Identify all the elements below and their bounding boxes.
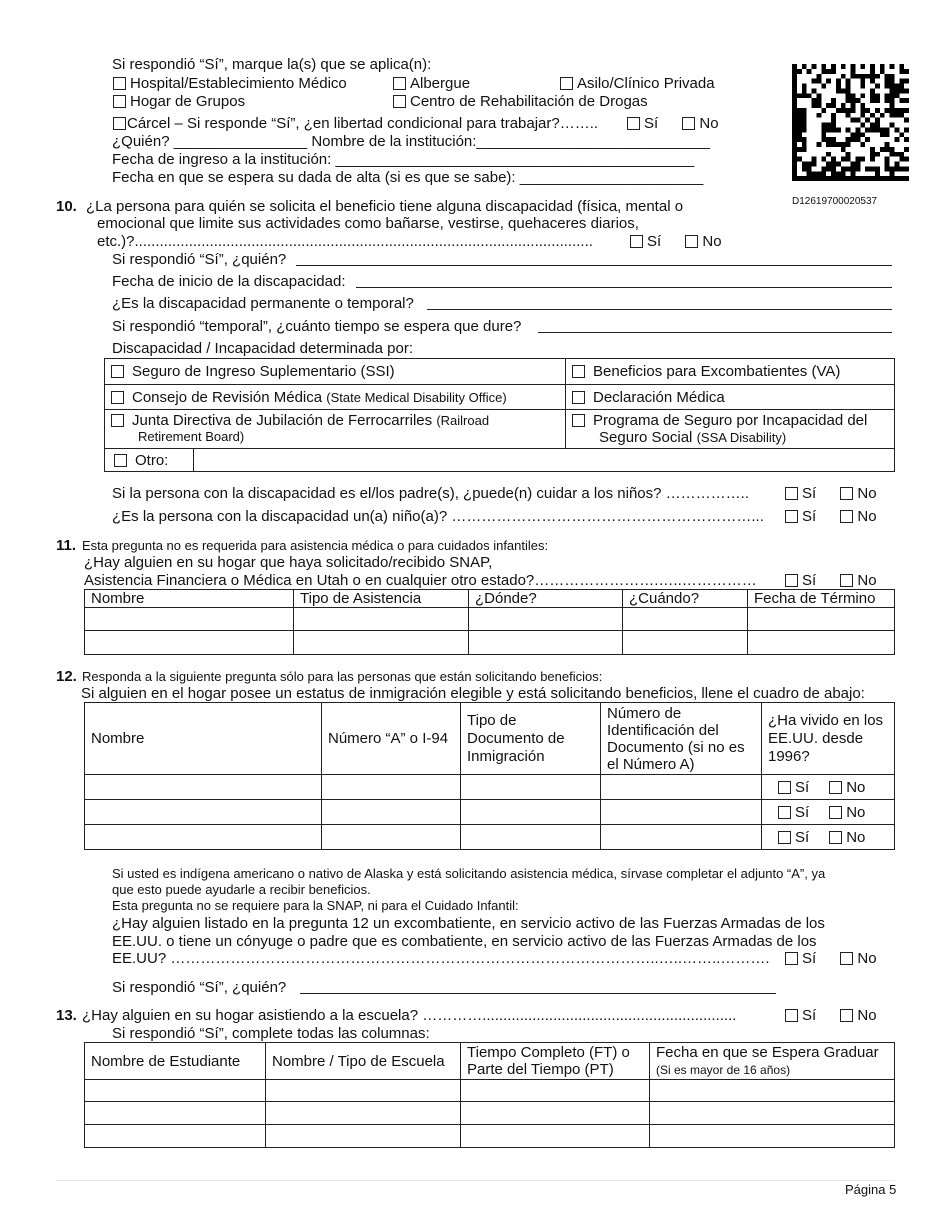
table-row (85, 608, 895, 631)
table-row (85, 775, 895, 800)
veteran-question-line1: ¿Hay alguien listado en la pregunta 12 un excombatiente, en servicio activo de las Fuerzas Armadas de los (112, 915, 825, 932)
yes-no-cell: Sí No (762, 800, 895, 825)
q13-question: ¿Hay alguien en su hogar asistiendo a la escuela? …………............................................................. (82, 1007, 737, 1024)
q13-school-table (84, 1042, 895, 1148)
header-cuando: ¿Cuándo? (623, 590, 748, 608)
header-nombre: Nombre (85, 703, 322, 775)
checkbox-yes[interactable] (785, 952, 798, 965)
footer-divider (56, 1180, 895, 1181)
q10-temporal-label: Si respondió “temporal”, ¿cuánto tiempo se espera que dure? (112, 318, 522, 335)
header-tipo-documento: Tipo de Documento de Inmigración (461, 703, 601, 775)
header-tiempo: Tiempo Completo (FT) o Parte del Tiempo (PT) (461, 1043, 650, 1080)
q10-question-line1: ¿La persona para quién se solicita el beneficio tiene alguna discapacidad (física, mental o (86, 198, 684, 215)
q13-number: 13. (56, 1007, 77, 1024)
option-otro: Otro: (105, 449, 895, 472)
q12-immigration-table (84, 702, 895, 850)
checkbox-no[interactable] (840, 1009, 853, 1022)
yes-no-cell: Sí No (762, 775, 895, 800)
table-cell[interactable] (461, 1080, 650, 1102)
option-albergue: Albergue (393, 75, 470, 92)
nino-yes-no: Sí No (785, 508, 877, 525)
table-cell[interactable] (601, 800, 762, 825)
q10-fecha-inicio-field[interactable] (356, 273, 892, 288)
table-header-row (85, 1043, 895, 1080)
table-cell[interactable] (85, 800, 322, 825)
q11-assistance-table (84, 589, 895, 655)
option-declaracion: Declaración Médica (566, 385, 895, 410)
q11-question-line1: ¿Hay alguien en su hogar que haya solicitado/recibido SNAP, (84, 554, 493, 571)
checkbox-carcel[interactable] (113, 117, 126, 130)
table-cell[interactable] (748, 631, 895, 655)
table-cell[interactable] (322, 775, 461, 800)
table-row (85, 800, 895, 825)
table-row (85, 1080, 895, 1102)
veteran-question-line3: EE.UU? ……………………………………………………………………………………..…..……..………. (112, 950, 770, 967)
table-cell[interactable] (461, 1125, 650, 1148)
q10-temporal-field[interactable] (538, 318, 892, 333)
table-cell[interactable] (461, 800, 601, 825)
table-cell[interactable] (469, 608, 623, 631)
checkbox-ssi[interactable] (111, 365, 124, 378)
option-hospital: Hospital/Establecimiento Médico (113, 75, 347, 92)
table-cell[interactable] (623, 608, 748, 631)
table-cell[interactable] (266, 1125, 461, 1148)
q13-yes-no: Sí No (785, 1007, 877, 1024)
checkbox-programa[interactable] (572, 414, 585, 427)
checkbox-asilo[interactable] (560, 77, 573, 90)
checkbox-yes[interactable] (627, 117, 640, 130)
q10-quien-label: Si respondió “Sí”, ¿quién? (112, 251, 287, 268)
checkbox-declaracion[interactable] (572, 391, 585, 404)
checkbox-no[interactable] (840, 952, 853, 965)
q10-determinada-label: Discapacidad / Incapacidad determinada por: (112, 340, 414, 357)
checkbox-yes[interactable] (630, 235, 643, 248)
table-cell[interactable] (469, 631, 623, 655)
table-row (85, 825, 895, 850)
checkbox-yes[interactable] (778, 831, 791, 844)
q10-padres-question: Si la persona con la discapacidad es el/los padre(s), ¿puede(n) cuidar a los niños? …………….. (112, 485, 749, 502)
option-consejo: Consejo de Revisión Médica (State Medical Disability Office) (105, 385, 566, 410)
header-tipo: Tipo de Asistencia (294, 590, 469, 608)
q10-number: 10. (56, 198, 77, 215)
table-header-row (85, 590, 895, 608)
checkbox-yes[interactable] (785, 574, 798, 587)
q12-number: 12. (56, 668, 77, 685)
header-donde: ¿Dónde? (469, 590, 623, 608)
q10-quien-field[interactable] (296, 251, 892, 266)
option-ssi: Seguro de Ingreso Suplementario (SSI) (105, 359, 566, 385)
checkbox-va[interactable] (572, 365, 585, 378)
table-cell[interactable] (85, 1102, 266, 1125)
veteran-quien-label: Si respondió “Sí”, ¿quién? (112, 979, 287, 996)
option-asilo: Asilo/Clínico Privada (560, 75, 715, 92)
table-cell[interactable] (601, 775, 762, 800)
table-cell[interactable] (601, 825, 762, 850)
table-cell[interactable] (85, 1125, 266, 1148)
carcel-yes-no: Sí No (627, 115, 719, 132)
checkbox-centro[interactable] (393, 95, 406, 108)
table-row (85, 1125, 895, 1148)
table-cell[interactable] (322, 825, 461, 850)
header-estudiante: Nombre de Estudiante (85, 1043, 266, 1080)
datamatrix-barcode-icon (792, 64, 909, 181)
table-cell[interactable] (294, 608, 469, 631)
option-carcel: Cárcel – Si responde “Sí”, ¿en libertad condicional para trabajar?…….. (113, 115, 598, 132)
yes-no-cell: Sí No (762, 825, 895, 850)
header-numero-identificacion: Número de Identificación del Documento (si no es el Número A) (601, 703, 762, 775)
checkbox-consejo[interactable] (111, 391, 124, 404)
table-cell[interactable] (461, 1102, 650, 1125)
header-numero-a: Número “A” o I-94 (322, 703, 461, 775)
header-fecha-graduar: Fecha en que se Espera Graduar (Si es mayor de 16 años) (650, 1043, 895, 1080)
q9-quien-line[interactable]: ¿Quién? ________________ Nombre de la institución:____________________________ (112, 133, 711, 150)
option-va: Beneficios para Excombatientes (VA) (566, 359, 895, 385)
checkbox-yes[interactable] (785, 487, 798, 500)
header-escuela: Nombre / Tipo de Escuela (266, 1043, 461, 1080)
table-cell[interactable] (266, 1080, 461, 1102)
page-number: Página 5 (845, 1182, 897, 1197)
veteran-note: Esta pregunta no se requiere para la SNAP, ni para el Cuidado Infantil: (112, 898, 519, 913)
table-cell[interactable] (461, 825, 601, 850)
document-id: D12619700020537 (792, 196, 878, 207)
checkbox-no[interactable] (685, 235, 698, 248)
q12-note: Responda a la siguiente pregunta sólo para las personas que están solicitando beneficios: (82, 669, 603, 684)
option-junta: Junta Directiva de Jubilación de Ferrocarriles (Railroad Retirement Board) (105, 410, 566, 449)
table-cell[interactable] (650, 1080, 895, 1102)
table-cell[interactable] (85, 825, 322, 850)
checkbox-no[interactable] (829, 806, 842, 819)
checkbox-yes[interactable] (778, 806, 791, 819)
q11-question-line2: Asistencia Financiera o Médica en Utah o en cualquier otro estado?…………………….…..…………… (84, 572, 757, 589)
checkbox-yes[interactable] (785, 1009, 798, 1022)
table-header-row (85, 703, 895, 775)
q10-nino-question: ¿Es la persona con la discapacidad un(a) niño(a)? ……………………………………………………... (112, 508, 764, 525)
disability-determination-table (104, 358, 895, 472)
checkbox-no[interactable] (829, 831, 842, 844)
checkbox-junta[interactable] (111, 414, 124, 427)
q10-question-line2: emocional que limite sus actividades como bañarse, vestirse, quehaceres diarios, (97, 215, 639, 232)
padres-yes-no: Sí No (785, 485, 877, 502)
otro-field[interactable] (194, 449, 894, 471)
q9-fecha-alta-line[interactable]: Fecha en que se espera su dada de alta (si es que se sabe): ______________________ (112, 169, 704, 186)
checkbox-yes[interactable] (785, 510, 798, 523)
option-programa: Programa de Seguro por Incapacidad del Seguro Social (SSA Disability) (566, 410, 895, 449)
table-cell[interactable] (650, 1125, 895, 1148)
option-hogar: Hogar de Grupos (113, 93, 245, 110)
q11-number: 11. (56, 537, 77, 554)
checkbox-no[interactable] (840, 487, 853, 500)
table-cell[interactable] (266, 1102, 461, 1125)
header-fecha-termino: Fecha de Término (748, 590, 895, 608)
table-cell[interactable] (461, 775, 601, 800)
table-row (85, 1102, 895, 1125)
checkbox-no[interactable] (682, 117, 695, 130)
option-centro: Centro de Rehabilitación de Drogas (393, 93, 648, 110)
native-note-line1: Si usted es indígena americano o nativo de Alaska y está solicitando asistencia médica, sírvase completar el adjunto “A”, ya (112, 866, 826, 881)
table-cell[interactable] (623, 631, 748, 655)
checkbox-yes[interactable] (778, 781, 791, 794)
veteran-yes-no: Sí No (785, 950, 877, 967)
q10-permanente-label: ¿Es la discapacidad permanente o temporal? (112, 295, 414, 312)
table-cell[interactable] (85, 608, 294, 631)
checkbox-albergue[interactable] (393, 77, 406, 90)
checkbox-no[interactable] (840, 574, 853, 587)
q9-intro: Si respondió “Sí”, marque la(s) que se aplica(n): (112, 56, 432, 73)
checkbox-hospital[interactable] (113, 77, 126, 90)
q10-fecha-inicio-label: Fecha de inicio de la discapacidad: (112, 273, 346, 290)
q10-yes-no: Sí No (630, 233, 722, 250)
veteran-quien-field[interactable] (300, 979, 776, 994)
header-nombre: Nombre (85, 590, 294, 608)
table-cell[interactable] (748, 608, 895, 631)
checkbox-otro[interactable] (114, 454, 127, 467)
checkbox-no[interactable] (829, 781, 842, 794)
table-cell[interactable] (85, 1080, 266, 1102)
table-cell[interactable] (85, 775, 322, 800)
veteran-question-line2: EE.UU. o tiene un cónyuge o padre que es combatiente, en servicio activo de las Fuerzas Armadas de los (112, 933, 817, 950)
q11-yes-no: Sí No (785, 572, 877, 589)
table-cell[interactable] (650, 1102, 895, 1125)
q10-question-line3: etc.)?.............................................................................................................. (97, 233, 593, 250)
table-cell[interactable] (322, 800, 461, 825)
q12-instruction: Si alguien en el hogar posee un estatus de inmigración elegible y está solicitando beneficios, llene el cuadro de abajo: (81, 685, 865, 702)
checkbox-hogar[interactable] (113, 95, 126, 108)
q13-instruction: Si respondió “Sí”, complete todas las columnas: (112, 1025, 430, 1042)
q10-permanente-field[interactable] (427, 295, 892, 310)
q9-fecha-ingreso-line[interactable]: Fecha de ingreso a la institución: ___________________________________________ (112, 151, 695, 168)
q11-note: Esta pregunta no es requerida para asistencia médica o para cuidados infantiles: (82, 538, 549, 553)
checkbox-no[interactable] (840, 510, 853, 523)
table-row (85, 631, 895, 655)
native-note-line2: que esto puede ayudarle a recibir beneficios. (112, 882, 371, 897)
table-cell[interactable] (85, 631, 294, 655)
table-cell[interactable] (294, 631, 469, 655)
header-vivido-desde-1996: ¿Ha vivido en los EE.UU. desde 1996? (762, 703, 895, 775)
